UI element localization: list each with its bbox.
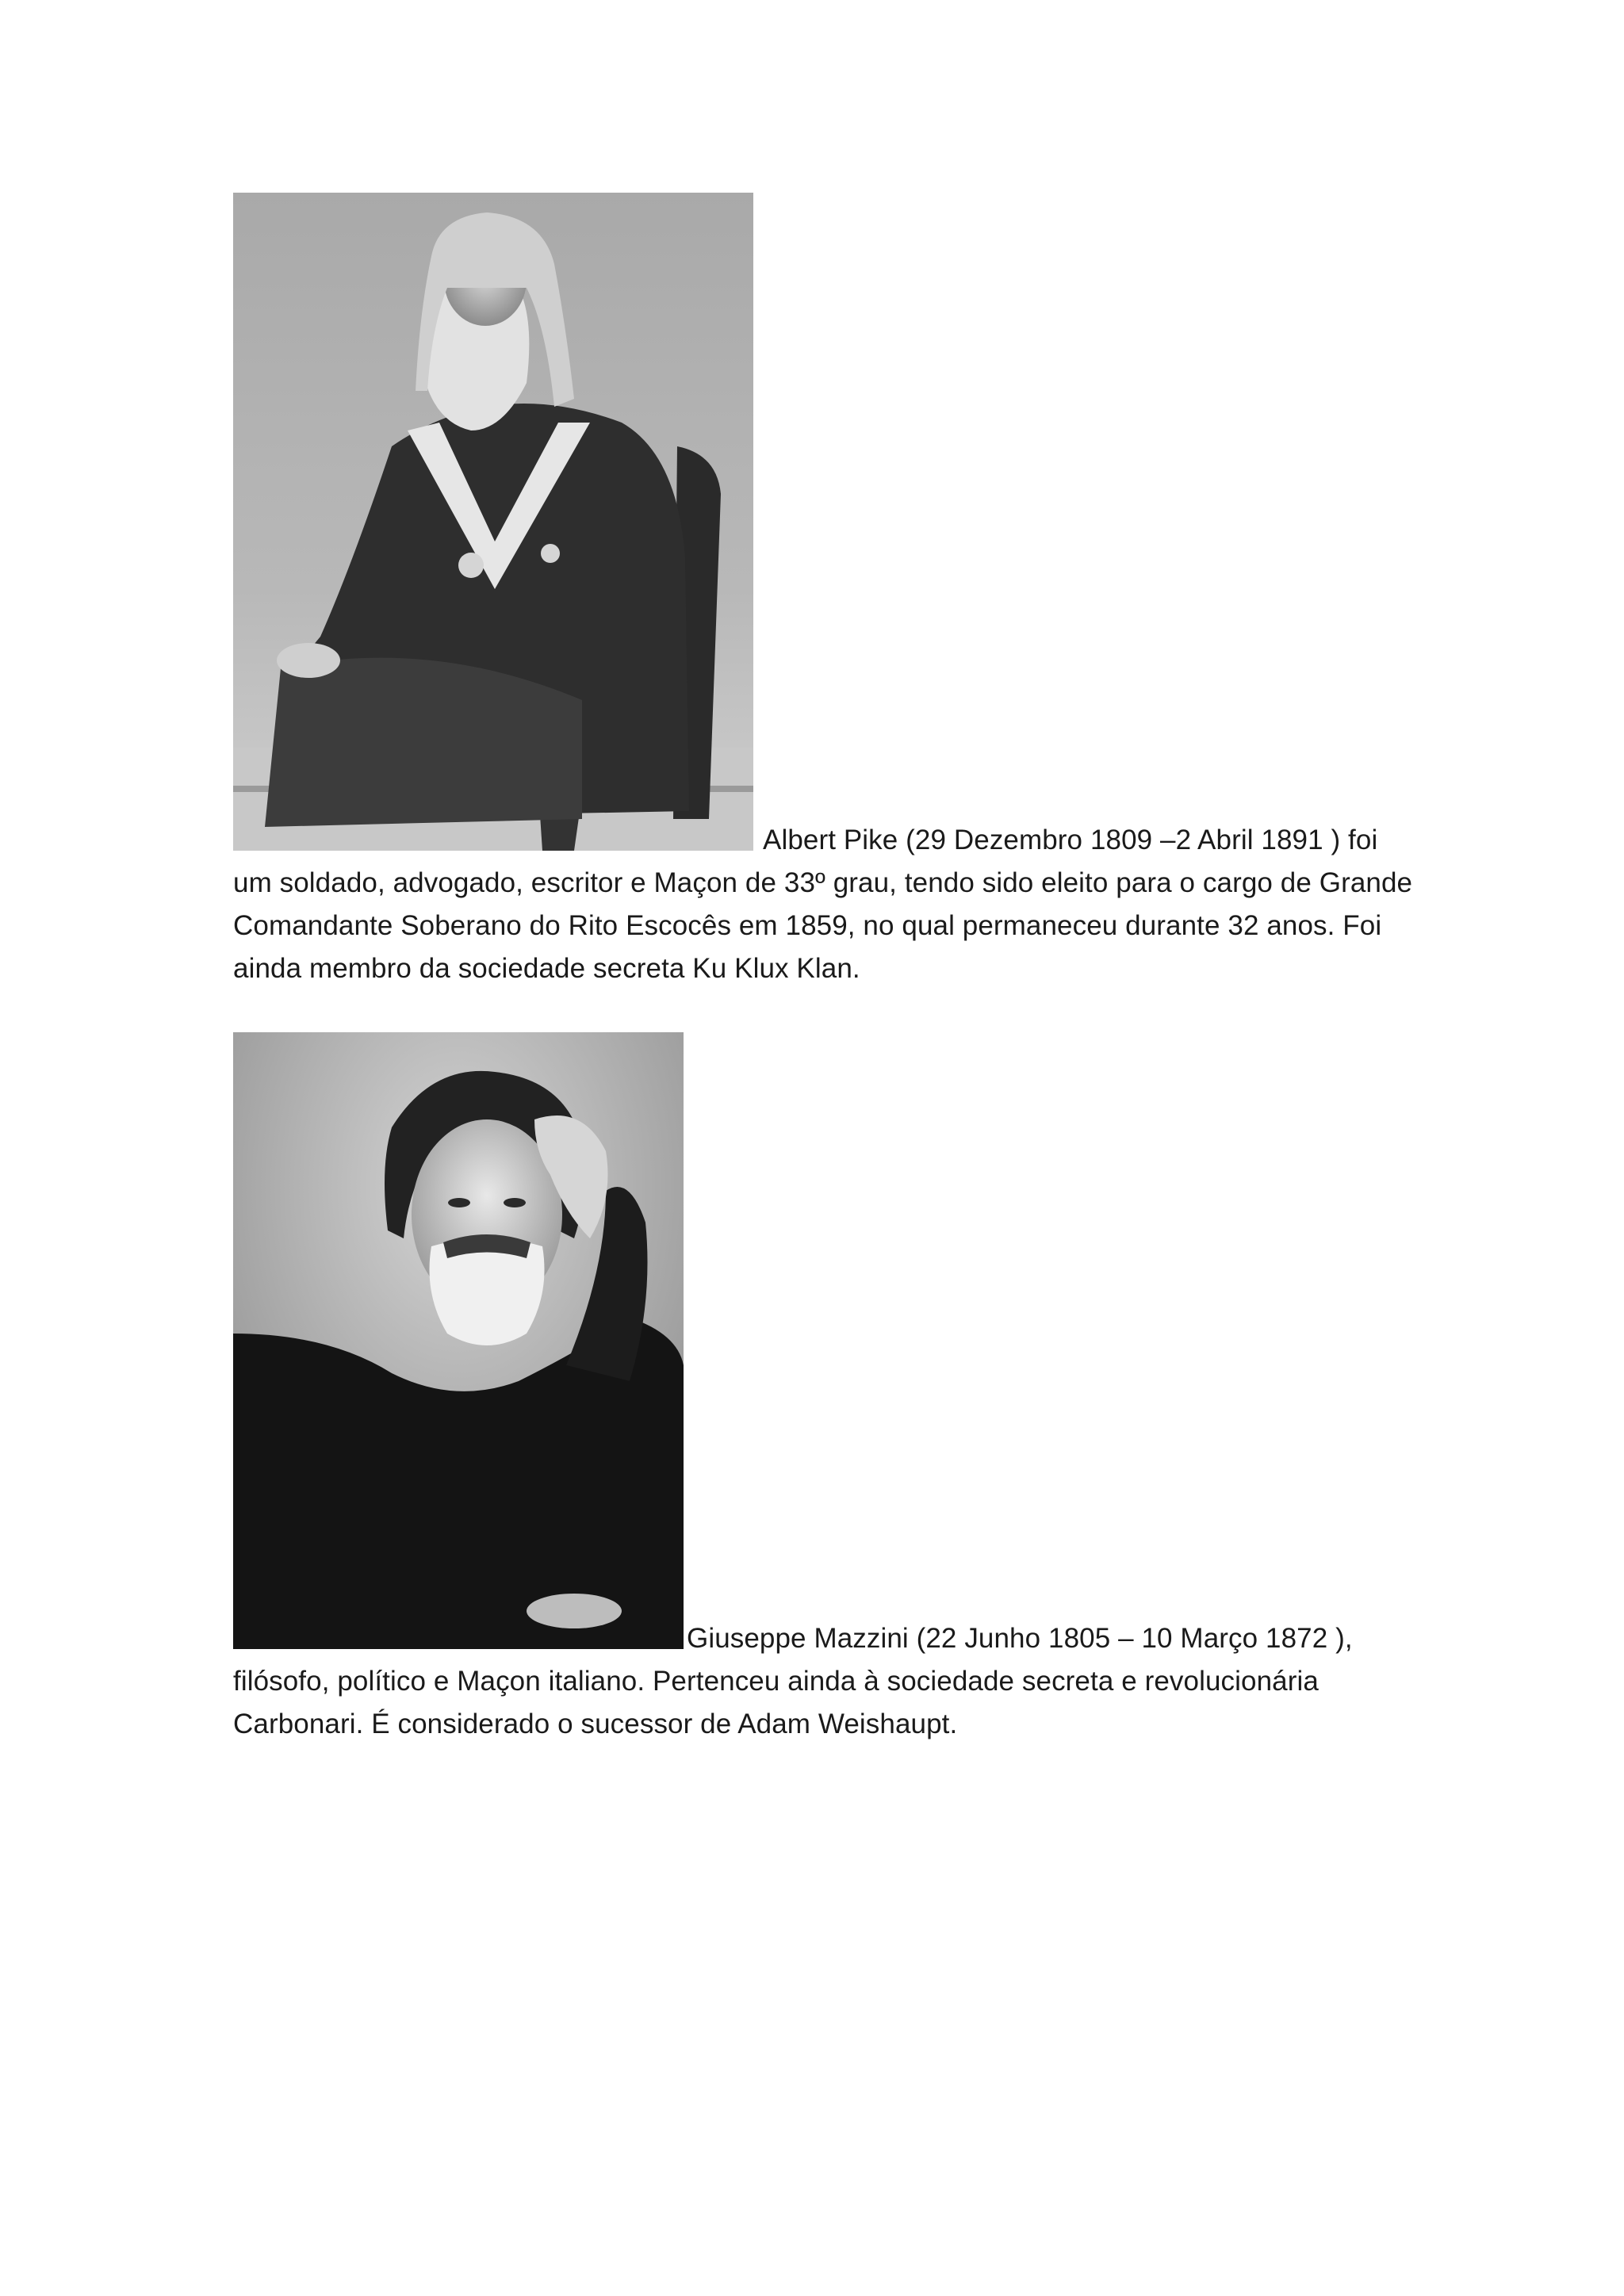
caption-line-2: um soldado, advogado, escritor e Maçon de 33º grau, tendo sido eleito para o cargo de Grande (233, 867, 1413, 898)
caption-continuation (233, 862, 1412, 990)
portrait-albert-pike-image (233, 193, 753, 851)
caption-line-1: Giuseppe Mazzini (22 Junho 1805 – 10 Março 1872 ), (687, 1623, 1353, 1654)
caption-line-4: ainda membro da sociedade secreta Ku Klux Klan. (233, 953, 860, 984)
portrait-giuseppe-mazzini (233, 1032, 684, 1649)
caption-line-3: Carbonari. É considerado o sucessor de Adam Weishaupt. (233, 1709, 958, 1739)
caption-continuation (233, 1660, 1319, 1746)
caption-line-2: filósofo, político e Maçon italiano. Pertenceu ainda à sociedade secreta e revolucionária (233, 1666, 1319, 1697)
caption-line-1: Albert Pike (29 Dezembro 1809 –2 Abril 1891 ) foi (763, 825, 1378, 855)
portrait-giuseppe-mazzini-image (233, 1032, 684, 1649)
entry-albert-pike (233, 193, 1413, 984)
entry-giuseppe-mazzini (233, 1032, 1399, 1739)
caption-line-3: Comandante Soberano do Rito Escocês em 1859, no qual permaneceu durante 32 anos. Foi (233, 910, 1382, 941)
portrait-albert-pike (233, 193, 753, 851)
